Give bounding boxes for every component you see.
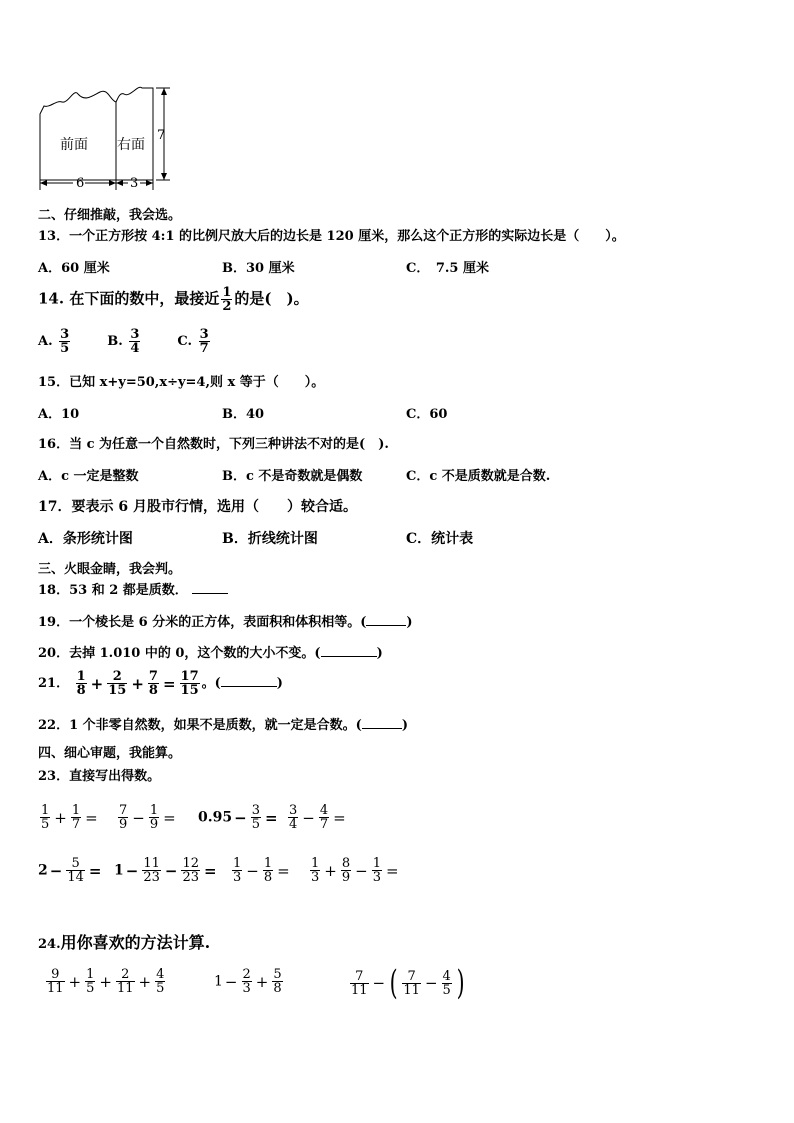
question-22: 22．1 个非零自然数，如果不是质数，就一定是合数。( ) — [38, 718, 408, 733]
question-15: 15．已知 x+y=50,x÷y=4,则 x 等于（ ）。 — [38, 375, 325, 390]
height-label: 7 — [157, 128, 166, 143]
right-label: 右面 — [117, 137, 145, 153]
question-13 — [38, 228, 625, 246]
q14-number: 14. — [38, 289, 65, 308]
q14-option-c: C. — [177, 334, 193, 349]
question-24: 24.用你喜欢的方法计算. — [38, 933, 211, 952]
q17-option-b: B．折线统计图 — [222, 531, 318, 547]
question-16: 16．当 c 为任意一个自然数时，下列三种讲法不对的是( ). — [38, 437, 389, 452]
width-label: 6 — [76, 176, 85, 191]
q14-options: A. $\frac{3}{5}$ B. $\frac{3}{4}$ C. $\frac{3}{7}$ — [38, 327, 209, 356]
section-3-title: 三、火眼金睛，我会判。 — [38, 562, 182, 577]
question-21: 21． $\frac{1}{8}$ + $\frac{2}{15}$ + $\frac{7}{8}$ = $\frac{17}{15}$ 。( ) — [38, 669, 283, 698]
q21-answer-blank[interactable] — [221, 675, 277, 687]
q14-text-pre: 在下面的数中，最接近 — [69, 289, 220, 308]
q15-option-c: C．60 — [406, 407, 448, 422]
q23-expr-1: $\frac{1}{5}$ + $\frac{1}{7}$ = — [41, 803, 98, 832]
q23-expr-6: 1 − $\frac{11}{23}$ − $\frac{12}{23}$ = — [114, 856, 217, 885]
q16-option-b: B．c 不是奇数就是偶数 — [222, 469, 363, 484]
q15-option-b: B．40 — [222, 407, 265, 422]
q16-option-c: C．c 不是质数就是合数. — [406, 469, 551, 484]
q23-expr-7: $\frac{1}{3}$ − $\frac{1}{8}$ = — [233, 856, 290, 885]
q22-answer-blank[interactable] — [362, 717, 402, 729]
question-14 — [38, 286, 309, 313]
q17-option-a: A．条形统计图 — [38, 531, 133, 547]
q16-option-a: A．c 一定是整数 — [38, 469, 139, 484]
front-label: 前面 — [60, 137, 88, 153]
q20-answer-blank[interactable] — [321, 645, 377, 657]
q14-fraction: $\frac{1}{2}$ — [222, 285, 232, 314]
q24-expr-1: $\frac{9}{11}$ + $\frac{1}{5}$ + $\frac{2}{11}$ + $\frac{4}{5}$ — [47, 967, 165, 996]
q14-option-a: A. — [38, 334, 53, 349]
question-17: 17．要表示 6 月股市行情，选用（ ）较合适。 — [38, 499, 357, 515]
q13-text: 一个正方形按 4:1 的比例尺放大后的边长是 120 厘米，那么这个正方形的实际边长是（ ）。 — [69, 229, 625, 244]
q13-number: 13． — [38, 229, 70, 244]
question-18: 18．53 和 2 都是质数． — [38, 582, 228, 600]
question-23: 23．直接写出得数。 — [38, 769, 161, 784]
q23-expr-8: $\frac{1}{3}$ + $\frac{8}{9}$ − $\frac{1}{3}$ = — [311, 856, 399, 885]
q24-expr-3: $\frac{7}{11}$ − ( $\frac{7}{11}$ − $\frac{4}{5}$ ) — [351, 963, 465, 1003]
question-20: 20．去掉 1.010 中的 0，这个数的大小不变。( ) — [38, 646, 383, 661]
q18-answer-blank[interactable] — [192, 582, 228, 594]
q23-expr-2: $\frac{7}{9}$ − $\frac{1}{9}$ = — [119, 803, 176, 832]
q24-expr-2: 1 − $\frac{2}{3}$ + $\frac{5}{8}$ — [214, 967, 282, 996]
q23-expr-4: $\frac{3}{4}$ − $\frac{4}{7}$ = — [289, 803, 346, 832]
q23-expr-3: 0.95 − $\frac{3}{5}$ = — [198, 803, 278, 832]
q13-option-b: B．30 厘米 — [222, 261, 295, 276]
q17-option-c: C．统计表 — [406, 531, 474, 547]
q15-option-a: A．10 — [38, 407, 80, 422]
q13-option-a: A．60 厘米 — [38, 261, 110, 276]
q23-expr-5: 2 − $\frac{5}{14}$ = — [38, 856, 102, 885]
section-2-title: 二、仔细推敲，我会选。 — [38, 208, 182, 223]
q13-option-c: C． 7.5 厘米 — [406, 261, 489, 276]
section-4-title: 四、细心审题，我能算。 — [38, 746, 182, 761]
q14-option-b: B. — [107, 334, 123, 349]
question-19: 19．一个棱长是 6 分米的正方体，表面积和体积相等。( ) — [38, 615, 413, 630]
depth-label: 3 — [130, 176, 139, 191]
q14-text-post: 的是( )。 — [234, 289, 309, 308]
q19-answer-blank[interactable] — [366, 614, 406, 626]
